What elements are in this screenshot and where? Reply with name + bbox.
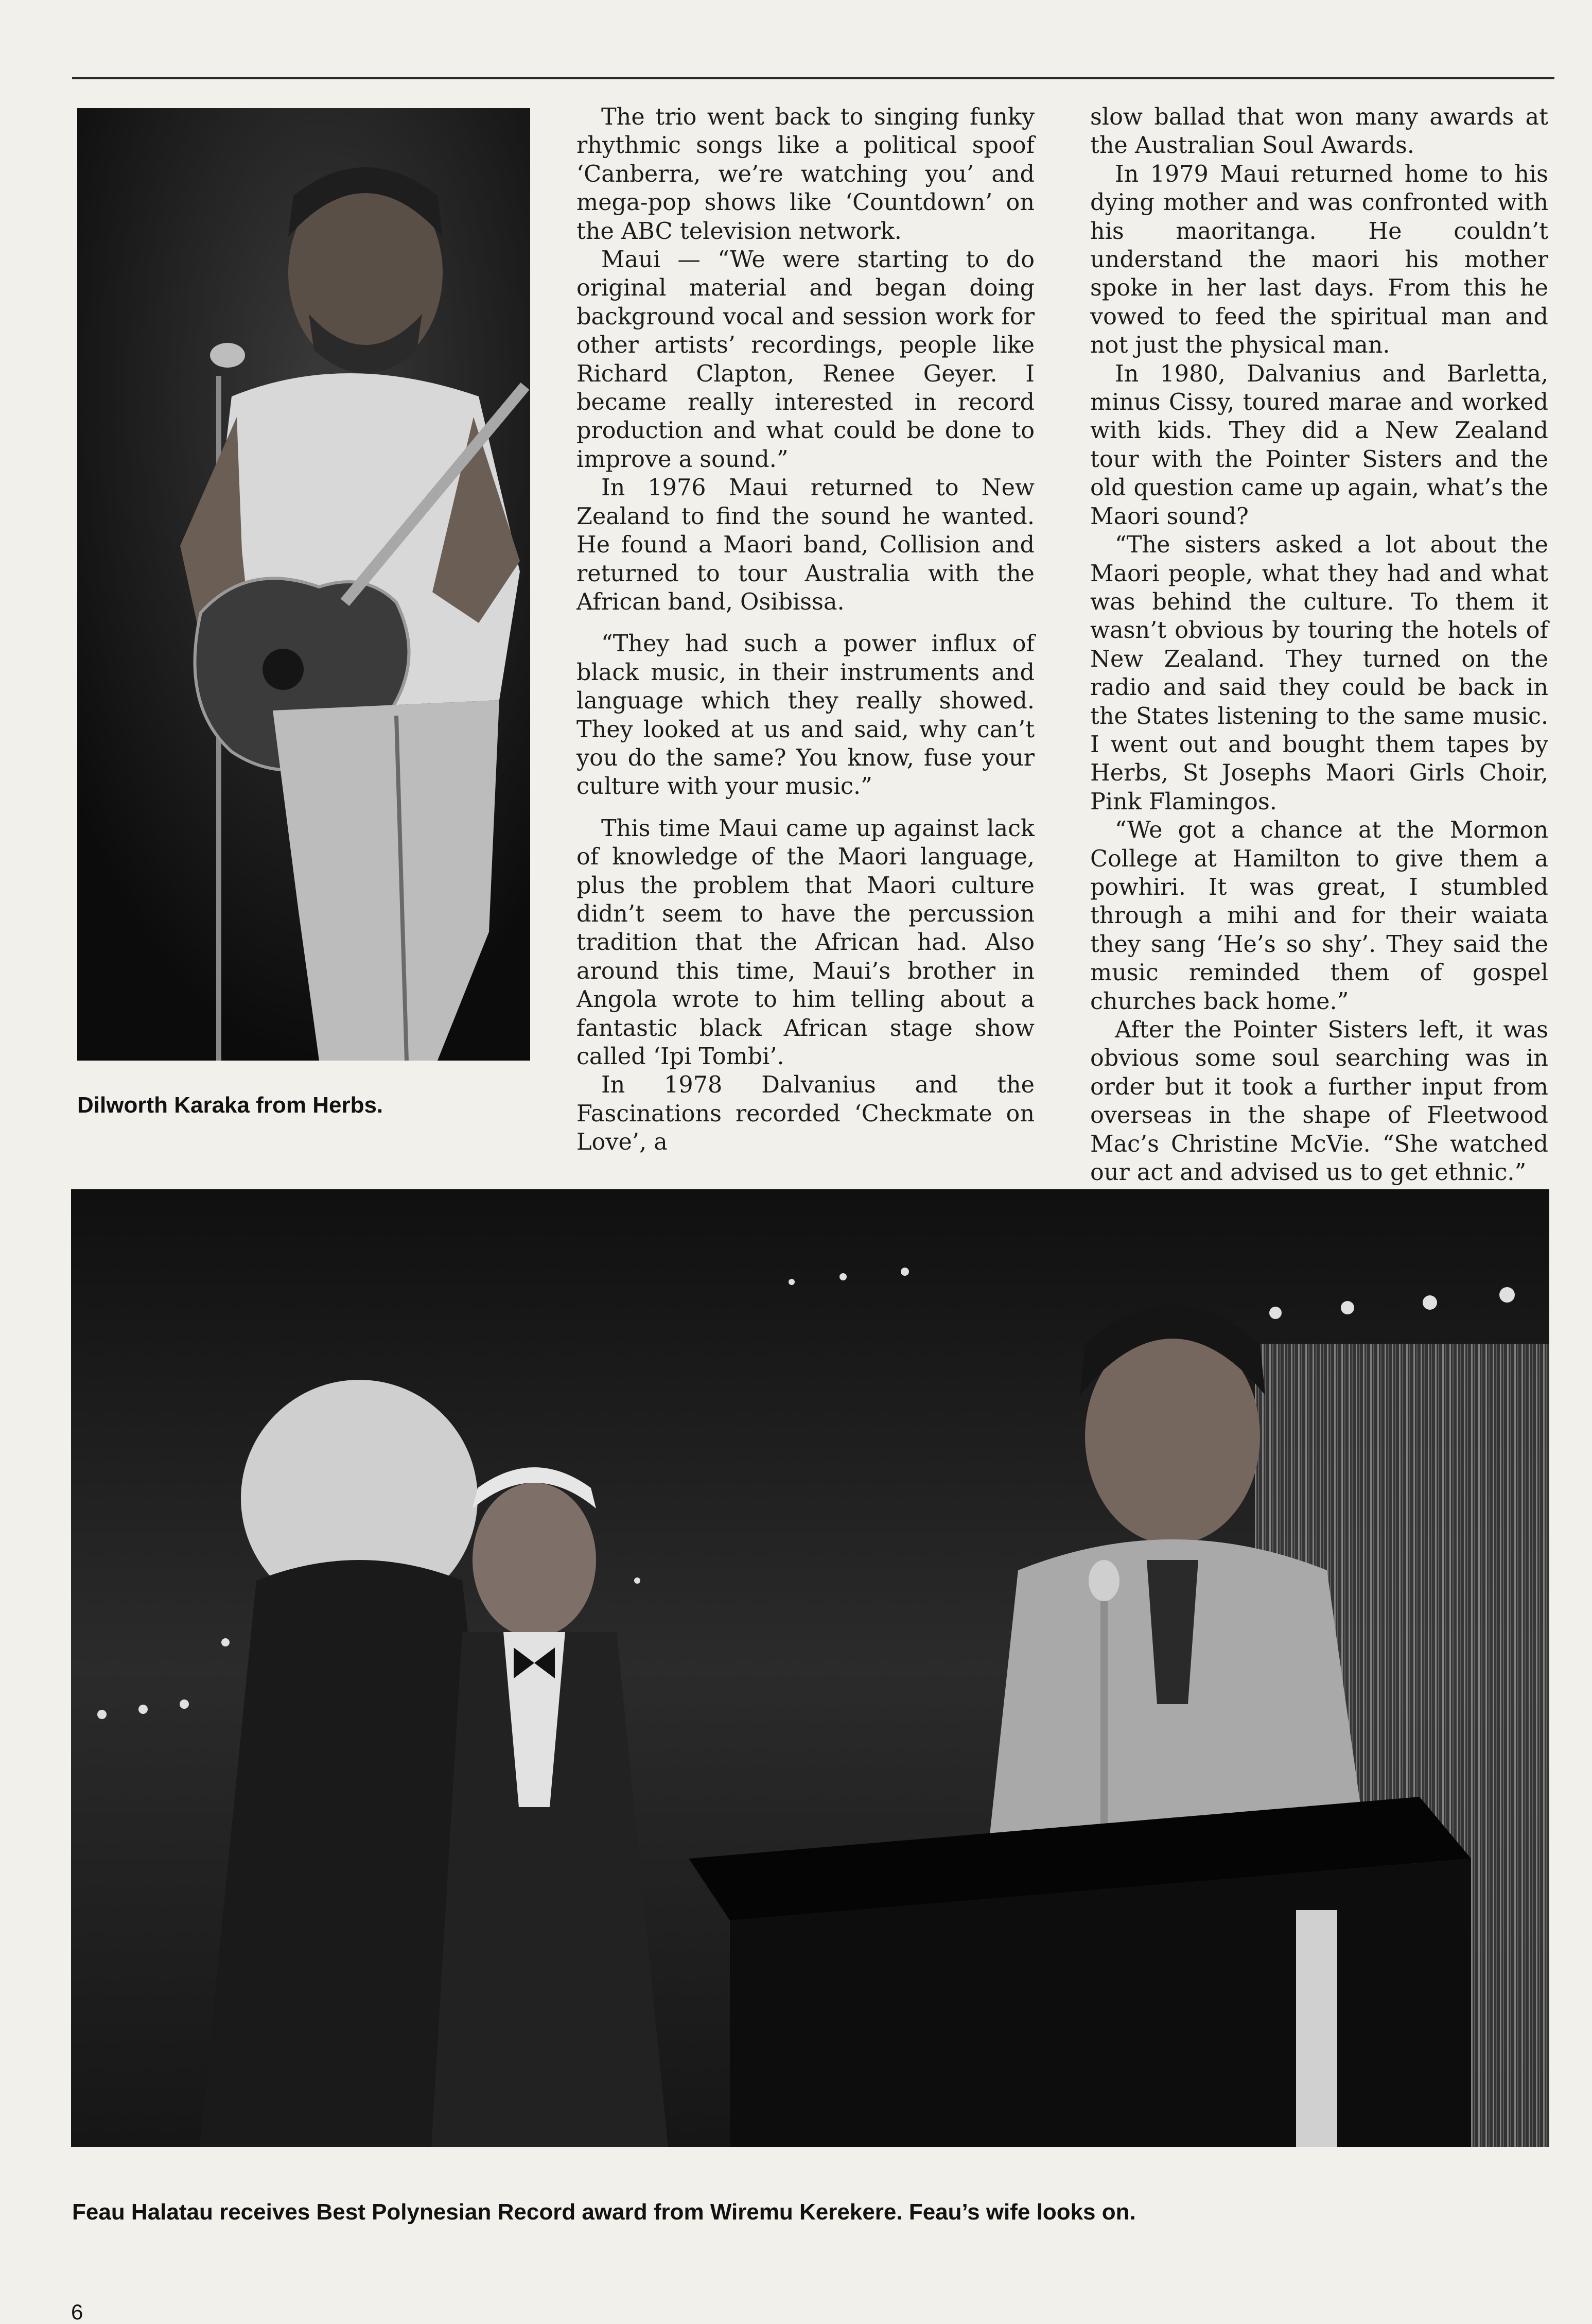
article-column-right [1090,103,1548,1187]
paragraph: Maui — “We were starting to do original material and began doing background vocal and session work for other artists’ recordings, people like Richard Clapton, Renee Geyer. I became really interested in record production and what could be done to improve a sound.” [576,247,1035,473]
caption-top-photo: Dilworth Karaka from Herbs. [77,1092,383,1118]
photo-dilworth-karaka [77,108,530,1061]
paragraph: In 1976 Maui returned to New Zealand to find the sound he wanted. He found a Maori band, Collision and returned to tour Australia with the African band, Osibissa. [576,475,1035,615]
photo-award-presentation [71,1189,1549,2147]
paragraph: In 1978 Dalvanius and the Fascinations recorded ‘Checkmate on Love’, a [576,1072,1035,1156]
paragraph: This time Maui came up against lack of knowledge of the Maori language, plus the problem that Maori culture didn’t seem to have the percussion tradition that the African had. Also around this time, Maui’s brother in Angola wrote to him telling about a fantastic black African stage show called ‘Ipi Tombi’. [576,815,1035,1070]
article-column-middle [576,103,1035,1157]
paragraph: After the Pointer Sisters left, it was obvious some soul searching was in order but it took a further input from overseas in the shape of Fleetwood Mac’s Christine McVie. “She watched our act and advised us to get ethnic.” [1090,1017,1548,1186]
paragraph: “They had such a power influx of black music, in their instruments and language which they really showed. They looked at us and said, why can’t you do the same? You know, fuse your culture with your music.” [576,631,1035,800]
caption-bottom-photo: Feau Halatau receives Best Polynesian Record award from Wiremu Kerekere. Feau’s wife looks on. [72,2199,1136,2225]
paragraph: The trio went back to singing funky rhythmic songs like a political spoof ‘Canberra, we’re watching you’ and mega-pop shows like ‘Countdown’ on the ABC television network. [576,104,1035,245]
paragraph: “We got a chance at the Mormon College at Hamilton to give them a powhiri. It was great, I stumbled through a mihi and for their waiata they sang ‘He’s so shy’. They said the music reminded them of gospel churches back home.” [1090,817,1548,1015]
paragraph: In 1980, Dalvanius and Barletta, minus Cissy, toured marae and worked with kids. They did a New Zealand tour with the Pointer Sisters and the old question came up again, what’s the Maori sound? [1090,360,1548,530]
page-number: 6 [71,2300,83,2324]
paragraph: In 1979 Maui returned home to his dying mother and was confronted with his maoritanga. He couldn’t understand the maori his mother spoke in her last days. From this he vowed to feed the spiritual man and not just the physical man. [1090,161,1548,359]
paragraph: slow ballad that won many awards at the Australian Soul Awards. [1090,104,1548,159]
header-rule [72,77,1554,79]
paragraph: “The sisters asked a lot about the Maori people, what they had and what was behind the culture. To them it wasn’t obvious by touring the hotels of New Zealand. They turned on the radio and said they could be back in the States listening to the same music. I went out and bought them tapes by Herbs, St Josephs Maori Girls Choir, Pink Flamingos. [1090,532,1548,815]
